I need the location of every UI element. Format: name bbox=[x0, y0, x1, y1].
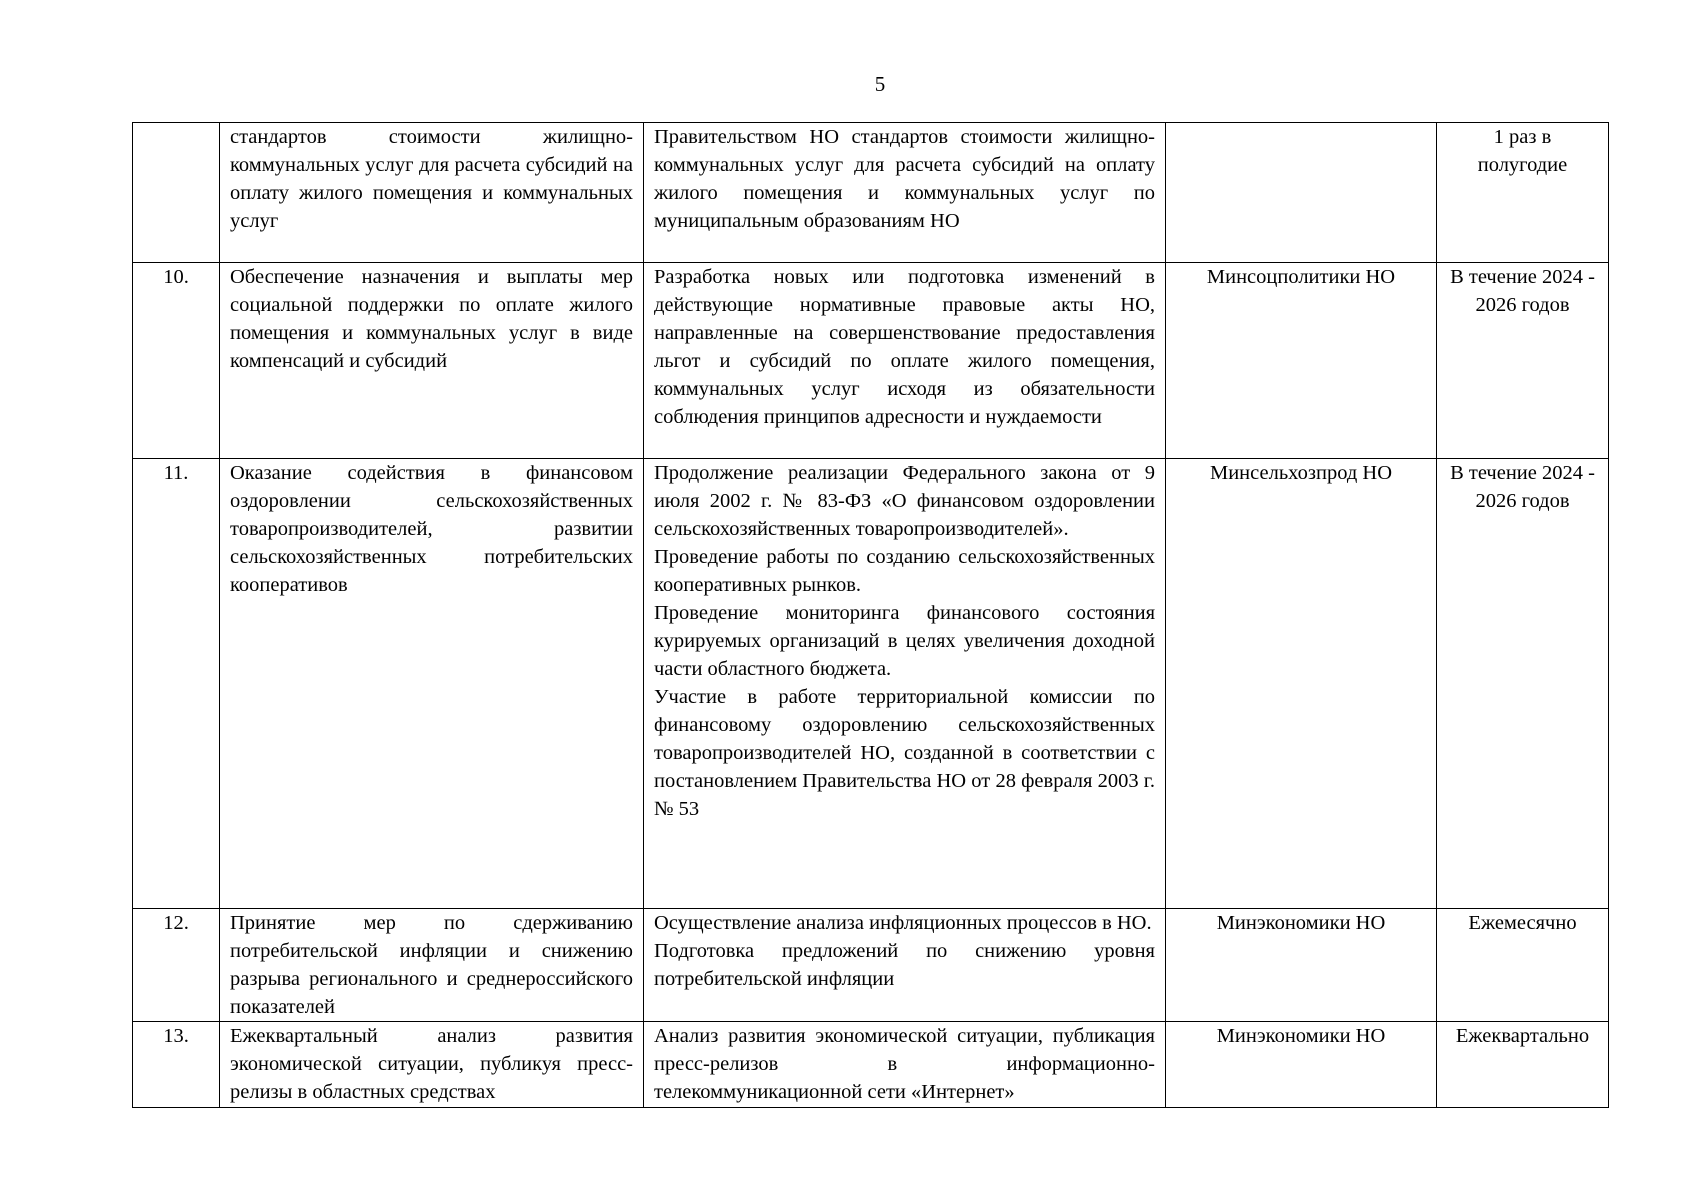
executor-cell: Минсельхозпрод НО bbox=[1166, 459, 1437, 909]
measure-cell: Принятие мер по сдерживанию потребительской инфляции и снижению разрыва регионального и среднероссийского показателей bbox=[220, 909, 644, 1022]
mechanism-cell bbox=[644, 263, 1166, 459]
mechanism-paragraph: Участие в работе территориальной комиссии по финансовому оздоровлению сельскохозяйственных товаропроизводителей НО, созданной в соответствии с постановлением Правительства НО от 28 февраля 2003 г. № 53 bbox=[654, 686, 1155, 820]
table-row bbox=[133, 909, 1609, 1022]
term-cell: Ежеквартально bbox=[1437, 1022, 1609, 1108]
row-number bbox=[133, 123, 220, 263]
measure-cell: стандартов стоимости жилищно-коммунальных услуг для расчета субсидий на оплату жилого помещения и коммунальных услуг bbox=[220, 123, 644, 263]
measure-cell: Ежеквартальный анализ развития экономической ситуации, публикуя пресс-релизы в областных средствах bbox=[220, 1022, 644, 1108]
table-row bbox=[133, 263, 1609, 459]
mechanism-cell bbox=[644, 459, 1166, 909]
row-number: 10. bbox=[133, 263, 220, 459]
executor-cell: Минэкономики НО bbox=[1166, 1022, 1437, 1108]
mechanism-paragraph: Продолжение реализации Федерального закона от 9 июля 2002 г. № 83-ФЗ «О финансовом оздоровлении сельскохозяйственных товаропроизводителей». bbox=[654, 462, 1155, 540]
measure-cell: Оказание содействия в финансовом оздоровлении сельскохозяйственных товаропроизводителей, развитии сельскохозяйственных потребительских кооперативов bbox=[220, 459, 644, 909]
row-number: 13. bbox=[133, 1022, 220, 1108]
mechanism-paragraph: Подготовка предложений по снижению уровня потребительской инфляции bbox=[654, 940, 1155, 990]
table-row bbox=[133, 123, 1609, 263]
term-cell: В течение 2024 - 2026 годов bbox=[1437, 459, 1609, 909]
row-number: 12. bbox=[133, 909, 220, 1022]
mechanism-paragraph: Осуществление анализа инфляционных процессов в НО. bbox=[654, 912, 1152, 934]
measures-table bbox=[132, 122, 1609, 1108]
mechanism-cell bbox=[644, 909, 1166, 1022]
mechanism-paragraph: Анализ развития экономической ситуации, публикация пресс-релизов в информационно-телекоммуникационной сети «Интернет» bbox=[654, 1025, 1155, 1103]
mechanism-cell bbox=[644, 123, 1166, 263]
term-cell: Ежемесячно bbox=[1437, 909, 1609, 1022]
executor-cell: Минэкономики НО bbox=[1166, 909, 1437, 1022]
mechanism-paragraph: Разработка новых или подготовка изменений в действующие нормативные правовые акты НО, направленные на совершенствование предоставления льгот и субсидий по оплате жилого помещения, коммунальных услуг исходя из обязательности соблюдения принципов адресности и нуждаемости bbox=[654, 266, 1155, 428]
term-cell: 1 раз в полугодие bbox=[1437, 123, 1609, 263]
executor-cell: Минсоцполитики НО bbox=[1166, 263, 1437, 459]
mechanism-cell bbox=[644, 1022, 1166, 1108]
executor-cell bbox=[1166, 123, 1437, 263]
term-cell: В течение 2024 - 2026 годов bbox=[1437, 263, 1609, 459]
mechanism-paragraph: Проведение работы по созданию сельскохозяйственных кооперативных рынков. bbox=[654, 546, 1155, 596]
mechanism-paragraph: Проведение мониторинга финансового состояния курируемых организаций в целях увеличения доходной части областного бюджета. bbox=[654, 602, 1155, 680]
table-row bbox=[133, 1022, 1609, 1108]
table-row bbox=[133, 459, 1609, 909]
page-number: 5 bbox=[874, 72, 886, 96]
measure-cell: Обеспечение назначения и выплаты мер социальной поддержки по оплате жилого помещения и коммунальных услуг в виде компенсаций и субсидий bbox=[220, 263, 644, 459]
row-number: 11. bbox=[133, 459, 220, 909]
mechanism-paragraph: Правительством НО стандартов стоимости жилищно-коммунальных услуг для расчета субсидий на оплату жилого помещения и коммунальных услуг по муниципальным образованиям НО bbox=[654, 126, 1155, 232]
